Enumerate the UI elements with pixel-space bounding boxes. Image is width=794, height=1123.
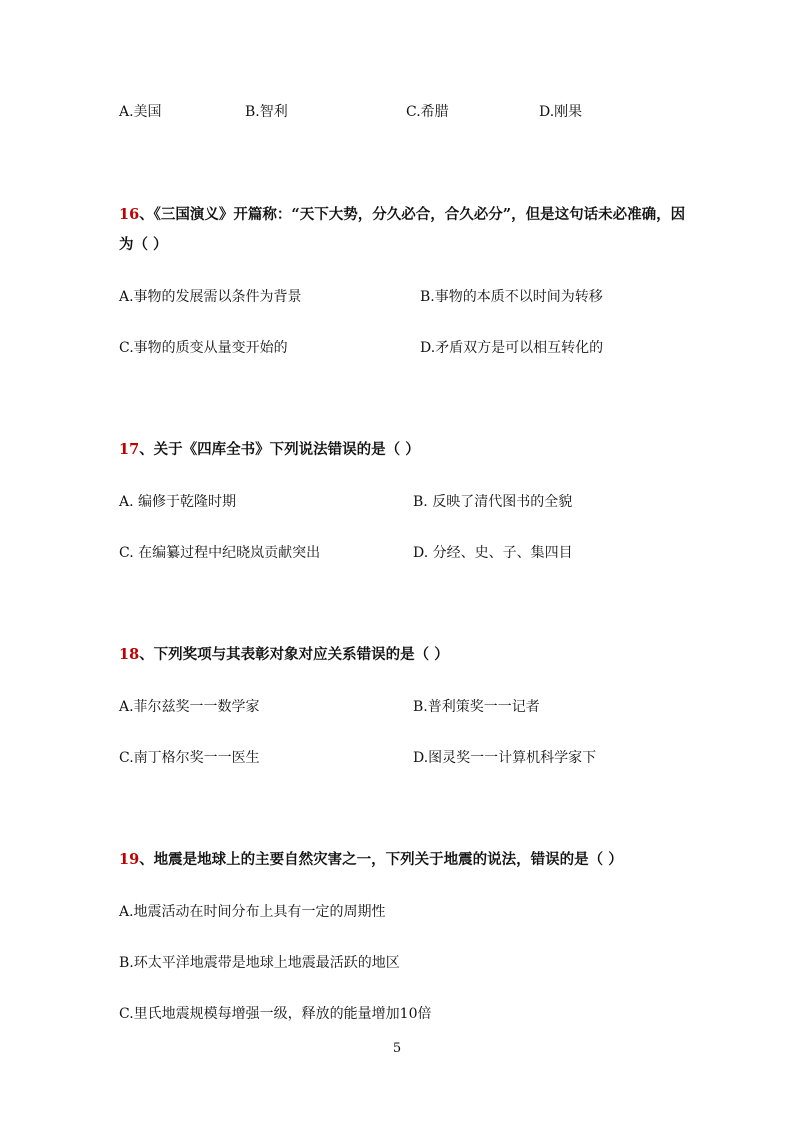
q19-option-a: A.地震活动在时间分布上具有一定的周期性 [119, 904, 386, 920]
q16-number: 16 [119, 206, 140, 223]
q16-option-d: D.矛盾双方是可以相互转化的 [420, 340, 604, 356]
q19-option-c: C.里氏地震规模每增强一级，释放的能量增加10倍 [119, 1006, 432, 1022]
q19-text: 、地震是地球上的主要自然灾害之一，下列关于地震的说法，错误的是（ ） [139, 851, 623, 868]
q16-option-a: A.事物的发展需以条件为背景 [119, 289, 302, 305]
page-number: 5 [392, 1041, 402, 1056]
q17-number: 17 [119, 441, 140, 458]
q18-number: 18 [119, 646, 140, 663]
q15-option-c: C.希腊 [406, 104, 449, 120]
q17-stem [119, 441, 420, 459]
q16-text-line1: 、《三国演义》开篇称：“天下大势，分久必合，合久必分”，但是这句话未必准确，因 [139, 206, 686, 223]
q18-text: 、下列奖项与其表彰对象对应关系错误的是（ ） [139, 646, 449, 663]
q18-option-d: D.图灵奖一一计算机科学家下 [413, 750, 597, 766]
q16-stem-line1 [119, 206, 685, 224]
q17-option-c: C. 在编纂过程中纪晓岚贡献突出 [119, 545, 321, 561]
q18-option-a: A.菲尔兹奖一一数学家 [119, 699, 260, 715]
q15-option-b: B.智利 [245, 104, 288, 120]
q19-number: 19 [119, 851, 140, 868]
q15-option-a: A.美国 [119, 104, 162, 120]
q17-text: 、关于《四库全书》下列说法错误的是（ ） [139, 441, 420, 458]
q17-option-b: B. 反映了清代图书的全貌 [413, 494, 573, 510]
q18-option-c: C.南丁格尔奖一一医生 [119, 750, 260, 766]
q18-stem [119, 646, 449, 664]
q19-stem [119, 851, 623, 869]
q18-option-b: B.普利策奖一一记者 [413, 699, 540, 715]
q17-option-a: A. 编修于乾隆时期 [119, 494, 237, 510]
q16-option-c: C.事物的质变从量变开始的 [119, 340, 288, 356]
q16-option-b: B.事物的本质不以时间为转移 [420, 289, 603, 305]
q15-option-d: D.刚果 [539, 104, 583, 120]
q16-stem-line2: 为（ ） [119, 236, 168, 253]
q19-option-b: B.环太平洋地震带是地球上地震最活跃的地区 [119, 955, 400, 971]
q17-option-d: D. 分经、史、子、集四目 [413, 545, 573, 561]
